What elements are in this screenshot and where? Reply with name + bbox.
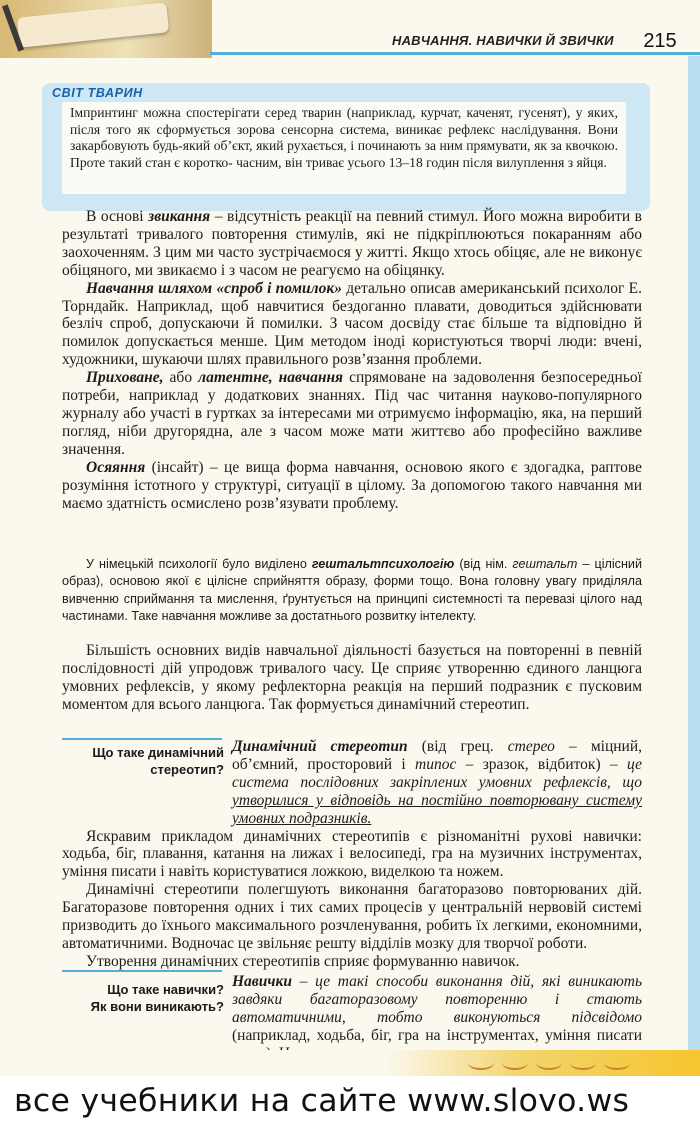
text: Більшість основних видів навчальної діяльності базується на повторенні в певній послідовності дій упродовж тривалого часу. Це сприяє утворенню єдиного ланцюга умовних рефлексів, у якому рефлекторна реакція на перший подразник є пусковим моментом для всього ланцюга. Так формується динамічний стереотип.: [62, 642, 642, 713]
footprints-icon: [468, 1056, 668, 1072]
term-stereo: стерео: [507, 738, 555, 755]
paragraph-trial-error: [62, 280, 642, 370]
text: – міцний, об’ємний, просторовий і: [232, 738, 643, 773]
term-trial-error: Навчання шляхом «спроб і помилок»: [86, 279, 342, 297]
box-line: гусенят), у яких, після того як сформується зорова сенсорна система, виникає: [70, 105, 619, 137]
box-line: рефлекс наслідування. Вони закарбовують будь-який об’єкт, який рухається,: [70, 121, 618, 154]
text: (наприклад, ходьба, біг, гра на інструментах, уміння писати: [232, 1026, 642, 1044]
text: Динамічні стереотипи полегшують виконання багаторазово повторюваних дій. Багаторазове повторення одних і тих самих процесів у центральній нервовій системі призводить до їхнього максимального розчленування, робить їх легкими, економними, автоматичними. Водночас це звільняє решту відділів мозку для творчої роботи.: [62, 881, 642, 952]
text: (інсайт) – це вища форма навчання, основою якого є здогадка, раптове розуміння істотного у структурі, ситуації в цілому. За допомогою такого навчання ми маємо здатність осмислено розв’язувати проблему.: [62, 458, 642, 512]
text: (від нім.: [454, 557, 513, 571]
text: (від грец.: [407, 738, 508, 755]
term-dynamic-stereotype: Динамічний стереотип: [232, 738, 408, 755]
running-title: НАВЧАННЯ. НАВИЧКИ Й ЗВИЧКИ: [392, 33, 614, 48]
text: Утворення динамічних стереотипів сприяє формуванню навичок.: [86, 952, 520, 970]
definition-underlined: утворилися у відповідь на постійно повторювану систему умовних подразників.: [232, 791, 642, 827]
paragraph-latent: [62, 369, 642, 459]
paragraph-examples: [62, 828, 642, 882]
main-text-block-3: [62, 738, 642, 971]
text: спрямоване на задоволення безпосередньої потреби, наприклад у додаткових знаннях. Під час читання науково-популярного журналу або участі в гуртках за інтересами ми отримуємо інформацію, яка, на перший погляд, ніби другорядна, але з часом може мати життєво або професійно важливе значення.: [62, 369, 642, 458]
text: – цілісний образ), основою якої є цілісне сприйняття образу, форми тощо. Вона головну увагу приділяла вивченню сприймання та мислення, ґрунтується на принципі системності та перевазі цілого над частинами. Таке навчання можливе за достатнього розвитку інтелекту.: [62, 557, 642, 623]
box-body: [62, 102, 626, 194]
definition-text: – це такі способи виконання дій, які виникають завдяки багаторазовому повторенню і стають автоматичними, тобто виконуються підсвідомо: [232, 973, 642, 1026]
header-illustration: [0, 0, 212, 58]
footer-watermark: все учебники на сайте www.slovo.ws: [14, 1083, 630, 1119]
term-latent: латентне, навчання: [198, 369, 344, 387]
question-line: Що таке навички?: [107, 982, 224, 997]
question-line: стереотип?: [150, 762, 224, 777]
box-line: Імпринтинг можна спостерігати серед тварин (наприклад, курчат, каченят,: [70, 105, 519, 120]
term-gestalt: гештальтпсихологію: [311, 557, 455, 571]
question-line: Як вони виникають?: [90, 999, 224, 1014]
definition-text: це система послідовних закріплених умовних рефлексів, що: [232, 755, 642, 791]
page-number: 215: [643, 30, 677, 52]
paragraph-insight: [62, 459, 642, 513]
box-paragraph: [70, 105, 618, 172]
term-gestalt-word: гештальт: [512, 557, 578, 571]
term-insight: Осяяння: [86, 458, 146, 476]
term-skills: Навички: [232, 973, 292, 990]
box-line: часним, він триває усього 13–18 годин після вилуплення з яйця.: [236, 155, 607, 171]
text: Яскравим прикладом динамічних стереотипів є різноманітні рухові навички: ходьба, біг, плавання, катання на лижах і велосипеді, гра на музичних інструментах, уміння писати і навіть користуватися ложкою, виделкою та ножем.: [62, 827, 642, 881]
term-typos: типос: [415, 755, 457, 773]
scroll-icon: [17, 2, 169, 48]
text: В основі: [86, 208, 149, 225]
paragraph-repetition: [62, 642, 642, 714]
page-header: [0, 0, 700, 62]
box-line: і починають за ним прямувати, як за квочкою. Проте такий стан є коротко-: [70, 138, 618, 171]
text: У німецькій психології було виділено: [86, 557, 312, 571]
question-rule: [62, 970, 222, 972]
question-line: Що таке динамічний: [92, 745, 224, 760]
paragraph-stereotype-def: [62, 738, 642, 828]
main-text-block-2: [62, 642, 642, 714]
gestalt-note: [62, 556, 642, 625]
box-heading: СВІТ ТВАРИН: [52, 86, 143, 100]
text: – відсутність реакції на певний стимул. Його можна виробити в результаті тривалого повторення стимулів, які не підкріплюються покаранням або заохоченням. З цим ми часто зустрічаємося у житті. Якщо хтось обіцяє, але не виконує обіцяного, ми звикаємо і з часом не реагуємо на обіцянку.: [62, 208, 643, 279]
paragraph-skills-link: [62, 953, 642, 971]
paragraph-gestalt: [62, 556, 642, 625]
text: детально описав американський психолог Е. Торндайк. Наприклад, щоб навчитися бездоганно плавати, доводиться здійснювати безліч спроб, допускаючи й помилки. З часом досвіду стає більше та відповідно й помилок допускається менше. Цим методом іноді користуються творчі люди: вчені, художники, шукаючи шлях правильного розв’язання проблеми.: [62, 279, 642, 369]
margin-strip: [688, 56, 700, 1056]
term-habituation: звикання: [148, 208, 211, 225]
text: – зразок, відбиток) –: [456, 755, 627, 773]
paragraph-automation: [62, 881, 642, 953]
text: або: [163, 369, 199, 387]
paragraph-habituation: [62, 208, 642, 280]
term-hidden: Приховане,: [86, 369, 164, 387]
header-rule: [210, 52, 700, 55]
main-text-block-1: [62, 208, 642, 512]
